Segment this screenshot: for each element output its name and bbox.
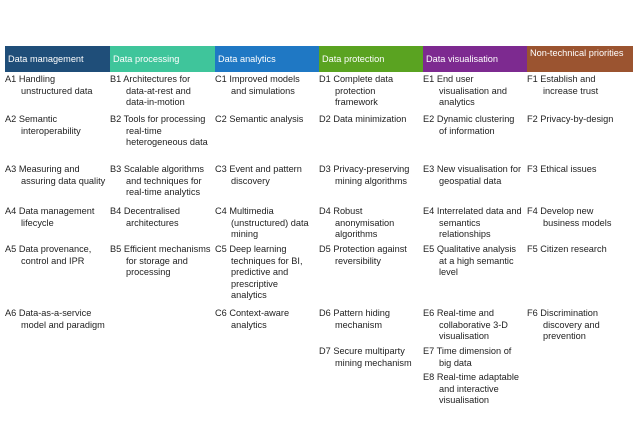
- item-text: Pattern hiding mechanism: [333, 308, 391, 330]
- table-cell: [423, 164, 523, 187]
- item-text: Semantic interoperability: [18, 114, 81, 136]
- table-cell: [5, 206, 106, 229]
- table-cell: [319, 346, 419, 369]
- table-cell: [423, 206, 523, 241]
- item-code: D4: [319, 206, 331, 216]
- item-code: E7: [423, 346, 435, 356]
- header-e: Data visualisation: [423, 46, 527, 72]
- item-code: A4: [5, 206, 17, 216]
- item-code: F3: [527, 164, 538, 174]
- item-text: Real-time adaptable and interactive visualisation: [436, 372, 520, 406]
- table-cell: [423, 244, 523, 279]
- item-text: Event and pattern discovery: [229, 164, 302, 186]
- table-cell: [5, 114, 106, 137]
- item-code: E6: [423, 308, 435, 318]
- table-cell: [5, 308, 106, 331]
- priorities-table: [5, 46, 633, 406]
- item-code: D7: [319, 346, 331, 356]
- table-cell: [319, 308, 419, 331]
- item-code: E8: [423, 372, 435, 382]
- item-code: E3: [423, 164, 435, 174]
- table-cell: [5, 244, 106, 267]
- item-text: Data minimization: [333, 114, 407, 124]
- item-text: Ethical issues: [540, 164, 597, 174]
- item-text: Time dimension of big data: [436, 346, 512, 368]
- item-code: A3: [5, 164, 17, 174]
- table-cell: [319, 114, 419, 126]
- item-text: Multimedia (unstructured) data mining: [229, 206, 309, 240]
- item-code: D6: [319, 308, 331, 318]
- item-code: E5: [423, 244, 435, 254]
- item-code: C4: [215, 206, 227, 216]
- item-text: Discrimination discovery and prevention: [540, 308, 600, 342]
- item-code: B5: [110, 244, 122, 254]
- table-cell: [319, 206, 419, 241]
- table-cell: [527, 114, 629, 126]
- item-text: Measuring and assuring data quality: [18, 164, 106, 186]
- item-code: D3: [319, 164, 331, 174]
- table-cell: [527, 206, 629, 229]
- table-cell: [110, 74, 211, 109]
- item-text: Qualitative analysis at a high semantic level: [436, 244, 516, 278]
- item-code: B1: [110, 74, 122, 84]
- header-b: Data processing: [110, 46, 215, 72]
- item-code: A1: [5, 74, 17, 84]
- table-cell: [215, 74, 315, 97]
- item-code: D1: [319, 74, 331, 84]
- table-cell: [423, 308, 523, 343]
- item-text: Data-as-a-service model and paradigm: [18, 308, 105, 330]
- item-code: F2: [527, 114, 538, 124]
- item-text: Architectures for data-at-rest and data-in-motion: [123, 74, 191, 108]
- item-text: Privacy-by-design: [540, 114, 614, 124]
- item-text: Decentralised architectures: [123, 206, 180, 228]
- table-cell: [5, 74, 106, 97]
- item-text: Deep learning techniques for BI, predictive and prescriptive analytics: [229, 244, 303, 301]
- item-text: Secure multiparty mining mechanism: [333, 346, 412, 368]
- item-text: Robust anonymisation algorithms: [333, 206, 395, 240]
- item-code: C3: [215, 164, 227, 174]
- header-a: Data management: [5, 46, 110, 72]
- item-code: C5: [215, 244, 227, 254]
- item-code: F5: [527, 244, 538, 254]
- table-cell: [527, 244, 629, 256]
- item-text: Data management lifecycle: [18, 206, 95, 228]
- table-cell: [110, 206, 211, 229]
- item-text: Real-time and collaborative 3-D visualisation: [436, 308, 508, 342]
- item-text: Citizen research: [540, 244, 607, 254]
- item-text: New visualisation for geospatial data: [436, 164, 522, 186]
- item-code: A5: [5, 244, 17, 254]
- item-code: A6: [5, 308, 17, 318]
- item-text: Develop new business models: [540, 206, 612, 228]
- item-text: Efficient mechanisms for storage and processing: [123, 244, 211, 278]
- table-cell: [110, 244, 211, 279]
- item-code: E4: [423, 206, 435, 216]
- table-cell: [215, 114, 315, 126]
- item-text: Interrelated data and semantics relationships: [436, 206, 522, 240]
- item-text: Tools for processing real-time heterogeneous data: [123, 114, 208, 148]
- item-code: B3: [110, 164, 122, 174]
- table-cell: [110, 164, 211, 199]
- item-code: C6: [215, 308, 227, 318]
- item-code: C1: [215, 74, 227, 84]
- item-code: F4: [527, 206, 538, 216]
- table-cell: [527, 164, 629, 176]
- header-d: Data protection: [319, 46, 423, 72]
- item-text: Dynamic clustering of information: [436, 114, 515, 136]
- item-text: Semantic analysis: [229, 114, 304, 124]
- item-code: F6: [527, 308, 538, 318]
- item-text: Improved models and simulations: [229, 74, 300, 96]
- header-f: Non-technical priorities: [527, 46, 633, 72]
- table-cell: [527, 308, 629, 343]
- table-cell: [215, 244, 315, 302]
- item-code: F1: [527, 74, 538, 84]
- table-cell: [423, 74, 523, 109]
- item-code: B4: [110, 206, 122, 216]
- item-text: Context-aware analytics: [229, 308, 290, 330]
- item-code: D2: [319, 114, 331, 124]
- table-cell: [215, 206, 315, 241]
- header-row: [5, 46, 633, 72]
- item-code: C2: [215, 114, 227, 124]
- table-cell: [319, 244, 419, 267]
- table-cell: [319, 74, 419, 109]
- item-text: End user visualisation and analytics: [436, 74, 507, 108]
- table-cell: [423, 114, 523, 137]
- table-cell: [423, 372, 523, 407]
- item-text: Handling unstructured data: [18, 74, 93, 96]
- table-cell: [527, 74, 629, 97]
- item-text: Complete data protection framework: [333, 74, 394, 108]
- item-text: Data provenance, control and IPR: [18, 244, 92, 266]
- table-cell: [423, 346, 523, 369]
- table-cell: [110, 114, 211, 149]
- item-text: Privacy-preserving mining algorithms: [333, 164, 410, 186]
- item-code: A2: [5, 114, 17, 124]
- item-text: Scalable algorithms and techniques for real-time analytics: [123, 164, 204, 198]
- item-code: D5: [319, 244, 331, 254]
- item-code: E1: [423, 74, 435, 84]
- item-text: Protection against reversibility: [333, 244, 407, 266]
- table-cell: [215, 308, 315, 331]
- table-cell: [215, 164, 315, 187]
- item-text: Establish and increase trust: [540, 74, 599, 96]
- item-code: E2: [423, 114, 435, 124]
- item-code: B2: [110, 114, 122, 124]
- table-cell: [319, 164, 419, 187]
- header-c: Data analytics: [215, 46, 319, 72]
- table-cell: [5, 164, 106, 187]
